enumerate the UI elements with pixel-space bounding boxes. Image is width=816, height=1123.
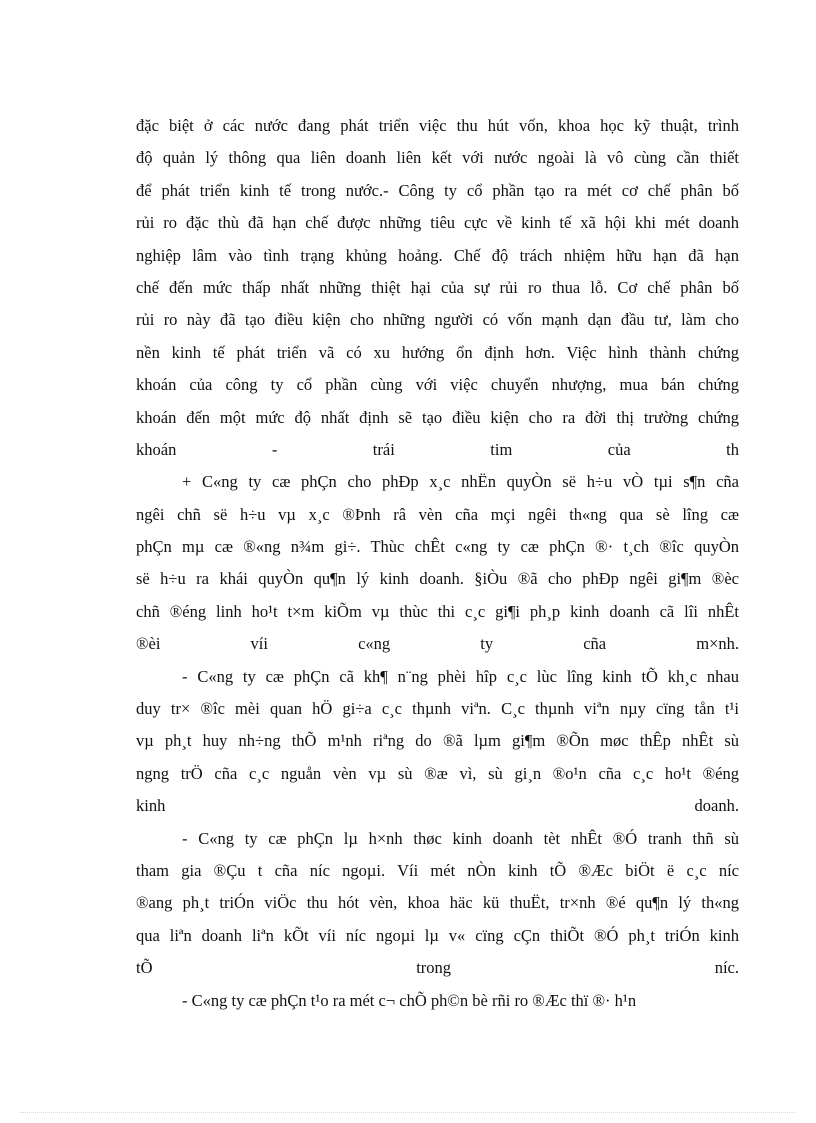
text-line: + C«ng ty cæ phÇn cho phÐp x¸c nhËn quyÒn së h÷u vÒ tµi s¶n cña (182, 472, 739, 492)
text-line: - C«ng ty cæ phÇn lµ h×nh thøc kinh doanh tèt nhÊt ®Ó tranh thñ sù (182, 828, 739, 848)
text-line: ngng trÖ cña c¸c nguån vèn vµ sù ®æ vì, sù gi¸n ®o¹n cña c¸c ho¹t ®éng (136, 763, 739, 783)
text-line: kinh doanh. (136, 796, 739, 816)
text-line: nền kinh tế phát triển vã có xu hướng ổn định hơn. Việc hình thành chứng (136, 342, 739, 362)
text-line: để phát triển kinh tế trong nước.- Công ty cổ phần tạo ra mét cơ chế phân bố (136, 180, 739, 200)
text-line: phÇn mµ cæ ®«ng n¾m gi÷. Thùc chÊt c«ng ty cæ phÇn ®· t¸ch ®îc quyÒn (136, 537, 739, 557)
text-line: duy tr× ®îc mèi quan hÖ gi÷a c¸c thµnh viªn. C¸c thµnh viªn nµy cïng tån t¹i (136, 699, 739, 719)
text-line: ®èi víi c«ng ty cña m×nh. (136, 634, 739, 654)
text-line: nghiệp lâm vào tình trạng khủng hoảng. Chế độ trách nhiệm hữu hạn đã hạn (136, 245, 739, 265)
text-line: chñ ®éng linh ho¹t t×m kiÕm vµ thùc thi c¸c gi¶i ph¸p kinh doanh cã lîi nhÊt (136, 601, 739, 621)
text-line: rủi ro này đã tạo điều kiện cho những người có vốn mạnh dạn đầu tư, làm cho (136, 310, 739, 330)
document-body (136, 110, 739, 1017)
text-line: vµ ph¸t huy nh÷ng thÕ m¹nh riªng do ®ã lµm gi¶m ®Õn møc thÊp nhÊt sù (136, 731, 739, 751)
text-line: khoán - trái tim của th (136, 439, 739, 459)
text-line: ®ang ph¸t triÓn viÖc thu hót vèn, khoa häc kü thuËt, tr×nh ®é qu¶n lý th«ng (136, 893, 739, 913)
text-line: rủi ro đặc thù đã hạn chế được những tiêu cực về kinh tế xã hội khi mét doanh (136, 213, 739, 233)
text-line: đặc biệt ở các nước đang phát triển việc thu hút vốn, khoa học kỹ thuật, trình (136, 116, 739, 135)
text-line: ngêi chñ së h÷u vµ x¸c ®Þnh râ vèn cña mçi ngêi th«ng qua sè lîng cæ (136, 504, 739, 524)
text-line: qua liªn doanh liªn kÕt víi níc ngoµi lµ v« cïng cÇn thiÕt ®Ó ph¸t triÓn kinh (136, 925, 739, 945)
text-line: tham gia ®Çu t cña níc ngoµi. Víi mét nÒn kinh tÕ ®Æc biÖt ë c¸c níc (136, 860, 739, 880)
text-line: - C«ng ty cæ phÇn t¹o ra mét c¬ chÕ ph©n bè rñi ro ®Æc thï ®· h¹n (182, 990, 637, 1010)
text-line: khoán đến một mức độ nhất định sẽ tạo điều kiện cho ra đời thị trường chứng (136, 407, 739, 427)
text-line: độ quản lý thông qua liên doanh liên kết với nước ngoài là vô cùng cần thiết (136, 148, 739, 168)
text-line: së h÷u ra khái quyÒn qu¶n lý kinh doanh. §iÒu ®ã cho phÐp ngêi gi¶m ®èc (136, 569, 739, 589)
text-line: khoán của công ty cổ phần cùng với việc chuyển nhượng, mua bán chứng (136, 375, 739, 395)
text-line: - C«ng ty cæ phÇn cã kh¶ n¨ng phèi hîp c¸c lùc lîng kinh tÕ kh¸c nhau (182, 666, 739, 686)
text-line: tÕ trong níc. (136, 958, 739, 978)
text-line: chế đến mức thấp nhất những thiệt hại của sự rủi ro thua lỗ. Cơ chế phân bố (136, 277, 739, 297)
page-bottom-divider (20, 1112, 796, 1113)
